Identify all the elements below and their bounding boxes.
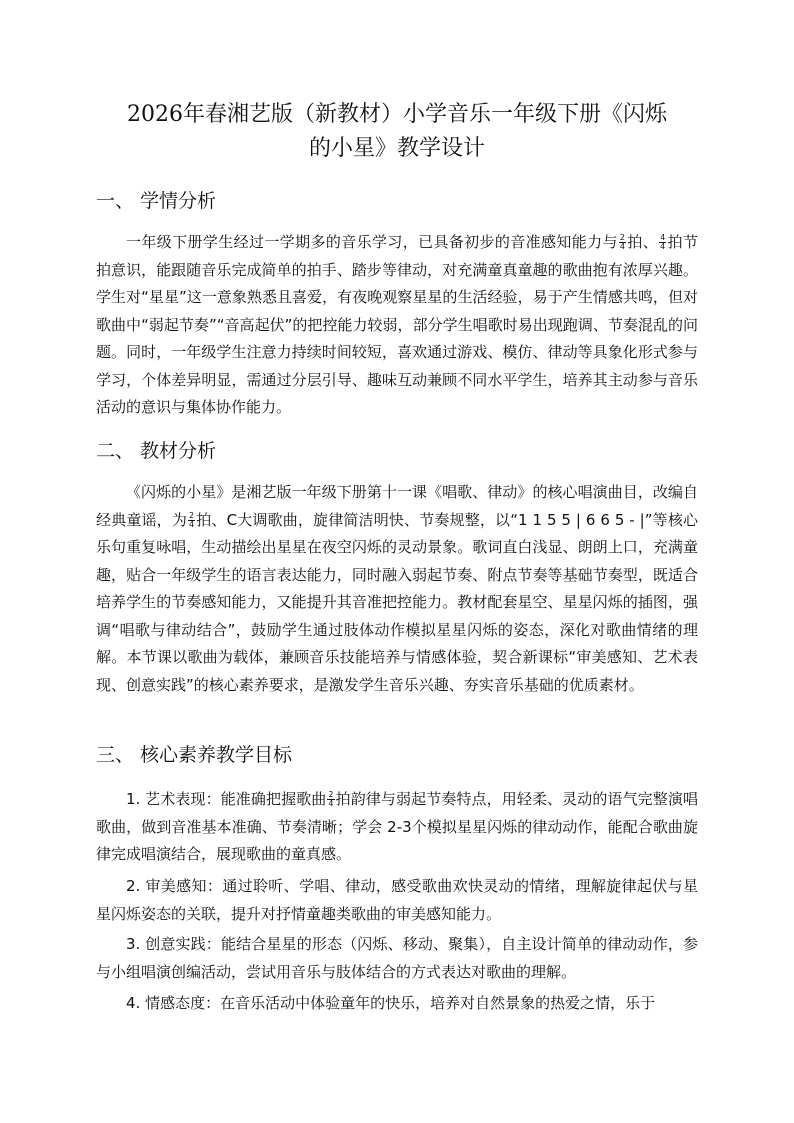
section2-heading: 二、 教材分析 [96,440,217,462]
section1-paragraph [96,229,698,422]
goal-item-1-text-a: 1. 艺术表现：能准确把握歌曲 [126,790,327,808]
section1-heading: 一、 学情分析 [96,190,217,212]
document-title [90,98,704,166]
section3-heading: 三、 核心素养教学目标 [96,744,293,766]
title-line-1: 2026年春湘艺版（新教材）小学音乐一年级下册《闪烁 [127,102,667,127]
section2-text-a: 《闪烁的小星》是湘艺版一年级下册第十一课《唱歌、律动》的核心唱演曲目，改编自经典童谣，为 [96,483,698,529]
section2-text-b: 拍、C大调歌曲，旋律简洁明快、节奏规整，以“1 1 5 5 | 6 6 5 - |”等核心乐句重复咏唱，生动描绘出星星在夜空闪烁的灵动景象。歌词直白浅显、朗朗上口，充满童趣，贴合一年级学生的语言表达能力，同时融入弱起节奏、附点节奏等基础节奏型，既适合培养学生的节奏感知能力，又能提升其音准把控能力。教材配套星空、星星闪烁的插图，强调“唱歌与律动结合”，鼓励学生通过肢体动作模拟星星闪烁的姿态，深化对歌曲情绪的理解。本节课以歌曲为载体，兼顾音乐技能培养与情感体验，契合新课标“审美感知、艺术表现、创意实践”的核心素养要求，是激发学生音乐兴趣、夯实音乐基础的优质素材。 [96,510,698,694]
time-signature-fraction: $\frac{2}{4}$ [619,233,626,251]
section1-text-b: 拍、 [627,233,659,251]
time-signature-fraction: $\frac{2}{4}$ [328,790,334,808]
goal-item-4: 4. 情感态度：在音乐活动中体验童年的快乐，培养对自然景象的热爱之情，乐于 [126,994,656,1012]
goal-item-1-text-b: 拍韵律与弱起节奏特点，用轻柔、灵动的语气完整演唱歌曲，做到音准基本准确、节奏清晰；学会 2-3个模拟星星闪烁的律动动作，能配合歌曲旋律完成唱演结合，展现歌曲的童真感。 [96,790,698,863]
goal-item-3: 3. 创意实践：能结合星星的形态（闪烁、移动、聚集），自主设计简单的律动动作，参与小组唱演创编活动，尝试用音乐与肢体结合的方式表达对歌曲的理解。 [96,935,698,981]
section2-paragraph [96,479,698,699]
goal-item-2: 2. 审美感知：通过聆听、学唱、律动，感受歌曲欢快灵动的情绪，理解旋律起伏与星星闪烁姿态的关联，提升对抒情童趣类歌曲的审美感知能力。 [96,877,698,923]
time-signature-fraction: $\frac{2}{4}$ [189,510,195,529]
section1-text-c: 拍节拍意识，能跟随音乐完成简单的拍手、踏步等律动，对充满童真童趣的歌曲抱有浓厚兴趣。学生对“星星”这一意象熟悉且喜爱，有夜晚观察星星的生活经验，易于产生情感共鸣，但对歌曲中“弱起节奏”“音高起伏”的把控能力较弱，部分学生唱歌时易出现跑调、节奏混乱的问题。同时，一年级学生注意力持续时间较短，喜欢通过游戏、模仿、律动等具象化形式参与学习，个体差异明显，需通过分层引导、趣味互动兼顾不同水平学生，培养其主动参与音乐活动的意识与集体协作能力。 [96,233,698,416]
section1-text-a: 一年级下册学生经过一学期多的音乐学习，已具备初步的音准感知能力与 [126,233,618,251]
goal-item-1 [96,786,698,869]
title-line-2: 的小星》教学设计 [308,136,485,161]
time-signature-fraction: $\frac{4}{4}$ [660,233,666,251]
